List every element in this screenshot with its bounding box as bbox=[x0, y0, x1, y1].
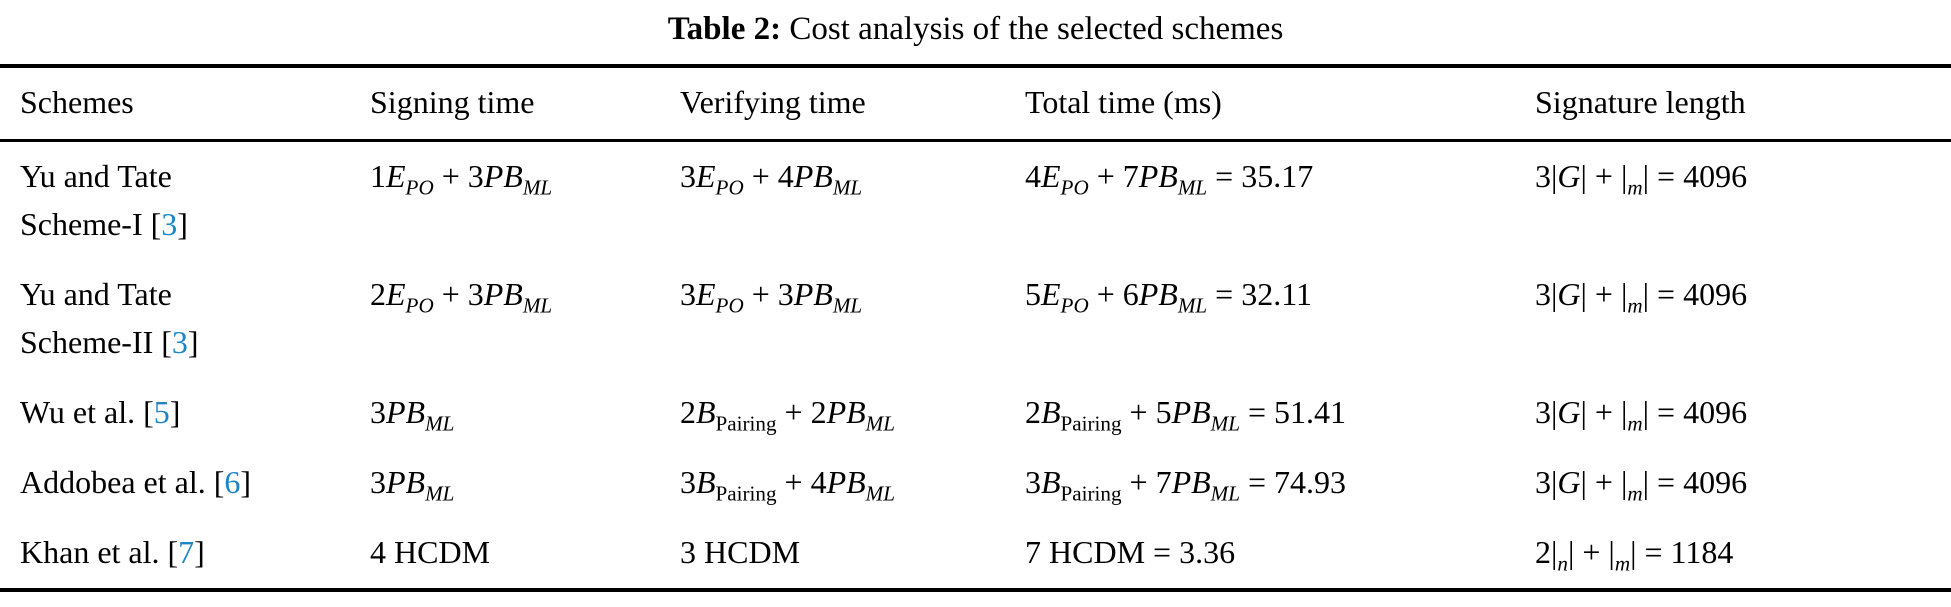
header-row bbox=[0, 66, 1951, 141]
signing-time-cell: 4 HCDM bbox=[370, 534, 491, 571]
signature-length-cell: $3|G| + |_m| = 4096$ bbox=[1535, 158, 1748, 200]
signing-time-cell: $2E_{PO} + 3PB_{ML}$ bbox=[370, 276, 553, 318]
table-caption-text: Cost analysis of the selected schemes bbox=[789, 11, 1284, 47]
scheme-cell: Yu and Tate Scheme-I [3] bbox=[20, 158, 188, 243]
citation-link[interactable]: 3 bbox=[161, 206, 178, 243]
verifying-time-cell: 3 HCDM bbox=[680, 534, 801, 571]
citation-link[interactable]: 6 bbox=[224, 464, 241, 501]
table-row bbox=[0, 141, 1951, 261]
table-row bbox=[0, 378, 1951, 448]
signing-time-cell: $3PB_{ML}$ bbox=[370, 394, 455, 436]
verifying-time-cell: $3E_{PO} + 4PB_{ML}$ bbox=[680, 158, 863, 200]
scheme-cell: Yu and Tate Scheme-II [3] bbox=[20, 276, 199, 361]
column-header-total-time: Total time (ms) bbox=[1025, 66, 1535, 141]
signature-length-cell: $3|G| + |_m| = 4096$ bbox=[1535, 464, 1748, 506]
table-caption-label: Table 2: bbox=[667, 11, 782, 47]
signature-length-cell: $3|G| + |_m| = 4096$ bbox=[1535, 276, 1748, 318]
column-header-verifying-time: Verifying time bbox=[680, 66, 1025, 141]
verifying-time-cell: $3E_{PO} + 3PB_{ML}$ bbox=[680, 276, 863, 318]
citation-link[interactable]: 3 bbox=[171, 324, 188, 361]
table-row bbox=[0, 448, 1951, 518]
column-header-signing-time: Signing time bbox=[370, 66, 680, 141]
table-caption bbox=[0, 6, 1951, 64]
signature-length-cell: $2|_n| + |_m| = 1184$ bbox=[1535, 534, 1734, 576]
table-row bbox=[0, 260, 1951, 378]
total-time-cell: 7 HCDM = 3.36 bbox=[1025, 534, 1236, 571]
total-time-cell: $5E_{PO} + 6PB_{ML} = 32.11$ bbox=[1025, 276, 1313, 318]
signing-time-cell: $3PB_{ML}$ bbox=[370, 464, 455, 506]
table-row bbox=[0, 518, 1951, 590]
scheme-cell: Addobea et al. [6] bbox=[20, 464, 252, 501]
cost-analysis-table bbox=[0, 64, 1951, 592]
signature-length-cell: $3|G| + |_m| = 4096$ bbox=[1535, 394, 1748, 436]
signing-time-cell: $1E_{PO} + 3PB_{ML}$ bbox=[370, 158, 553, 200]
scheme-cell: Khan et al. [7] bbox=[20, 534, 205, 571]
citation-link[interactable]: 7 bbox=[178, 534, 195, 571]
scheme-cell: Wu et al. [5] bbox=[20, 394, 181, 431]
column-header-signature-length: Signature length bbox=[1535, 66, 1951, 141]
total-time-cell: $4E_{PO} + 7PB_{ML} = 35.17$ bbox=[1025, 158, 1314, 200]
table-body bbox=[0, 141, 1951, 591]
verifying-time-cell: $3B_{Pairing} + 4PB_{ML}$ bbox=[680, 464, 895, 506]
verifying-time-cell: $2B_{Pairing} + 2PB_{ML}$ bbox=[680, 394, 895, 436]
total-time-cell: $2B_{Pairing} + 5PB_{ML} = 51.41$ bbox=[1025, 394, 1347, 436]
column-header-schemes: Schemes bbox=[0, 66, 370, 141]
citation-link[interactable]: 5 bbox=[153, 394, 170, 431]
total-time-cell: $3B_{Pairing} + 7PB_{ML} = 74.93$ bbox=[1025, 464, 1347, 506]
table-header bbox=[0, 66, 1951, 141]
